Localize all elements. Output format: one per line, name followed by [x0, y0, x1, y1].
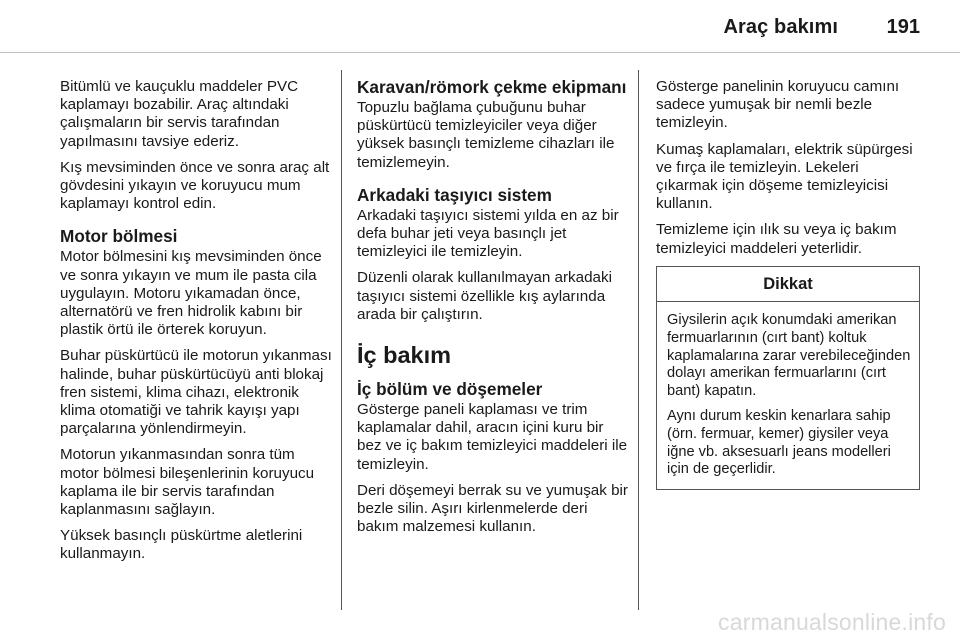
paragraph: Topuzlu bağlama çubuğunu buhar püskürtücü temizleyiciler veya diğer yüksek basınçlı temizleme cihazları ile temizlemeyin.: [357, 99, 615, 171]
warning-paragraph: Giysilerin açık konumdaki amerikan fermuarlarının (cırt bant) koltuk kaplamalarına zarar verebileceğinden dolayı amerikan fermuarlarını (cırt bant) kapatın.: [667, 312, 911, 400]
section-heading-upholstery: İç bölüm ve döşemeler: [357, 379, 543, 400]
warning-title: Dikkat: [657, 267, 919, 302]
page-header-title: Araç bakımı: [723, 16, 838, 38]
chapter-heading-interior-care: İç bakım: [357, 342, 452, 369]
paragraph: Yüksek basınçlı püskürtme aletlerini kullanmayın.: [60, 527, 303, 563]
warning-body: [657, 302, 919, 489]
paragraph: Bitümlü ve kauçuklu maddeler PVC kaplamayı bozabilir. Araç altındaki çalışmaların bir servis tarafından yapılmasını tavsiye ederiz.: [60, 78, 299, 150]
column-divider: [638, 70, 639, 610]
paragraph: Deri döşemeyi berrak su ve yumuşak bir bezle silin. Aşırı kirlenmelerde deri bakım malzemesi kullanın.: [357, 481, 628, 536]
section-heading-engine: Motor bölmesi: [60, 226, 178, 247]
watermark: carmanualsonline.info: [718, 609, 946, 635]
paragraph: Düzenli olarak kullanılmayan arkadaki taşıyıcı sistemi özellikle kış aylarında arada bir çalıştırın.: [357, 269, 612, 323]
paragraph: Buhar püskürtücü ile motorun yıkanması halinde, buhar püskürtücüyü anti blokaj fren sistemi, klima cihazı, elektronik klima otomatiği ve tahrik kayışı yapı parçalarına yönlendirmeyin.: [60, 347, 332, 438]
column-right: [656, 78, 922, 490]
section-heading-rear-carrier: Arkadaki taşıyıcı sistem: [357, 184, 552, 205]
paragraph: Arkadaki taşıyıcı sistemi yılda en az bir defa buhar jeti veya basınçlı jet temizleyici ile temizleyin.: [357, 206, 619, 261]
column-divider: [341, 70, 342, 610]
section-heading-towing: Karavan/römork çekme ekipmanı: [357, 77, 627, 97]
column-left: [60, 78, 332, 572]
warning-paragraph: Aynı durum keskin kenarlara sahip (örn. fermuar, kemer) giysiler veya iğne vb. aksesuarlı jeans modelleri için de geçerlidir.: [667, 408, 891, 478]
paragraph: Kış mevsiminden önce ve sonra araç alt gövdesini yıkayın ve koruyucu mum kaplamayı kontrol edin.: [60, 158, 330, 213]
paragraph: Temizleme için ılık su veya iç bakım temizleyici maddeleri yeterlidir.: [656, 221, 897, 257]
paragraph: Motor bölmesini kış mevsiminden önce ve sonra yıkayın ve mum ile pasta cila uygulayın. Motoru yıkamadan önce, alternatörü ve fren hidrolik kabını bir plastik örtü ile örterek koruyun.: [60, 248, 322, 339]
header-divider: [0, 52, 960, 53]
warning-box: [656, 266, 920, 490]
page-number: 191: [886, 16, 920, 38]
paragraph: Motorun yıkanmasından sonra tüm motor bölmesi bileşenlerinin koruyucu kaplama ile bir servis tarafından kaplanmasını sağlayın.: [60, 446, 315, 519]
column-middle: [357, 78, 629, 544]
paragraph: Gösterge panelinin koruyucu camını sadece yumuşak bir nemli bezle temizleyin.: [656, 78, 900, 132]
paragraph: Kumaş kaplamaları, elektrik süpürgesi ve fırça ile temizleyin. Lekeleri çıkarmak için döşeme temizleyicisi kullanın.: [656, 140, 913, 213]
paragraph: Gösterge paneli kaplaması ve trim kaplamalar dahil, aracın içini kuru bir bez ve iç bakım temizleyici maddeleri ile temizleyin.: [357, 401, 628, 473]
